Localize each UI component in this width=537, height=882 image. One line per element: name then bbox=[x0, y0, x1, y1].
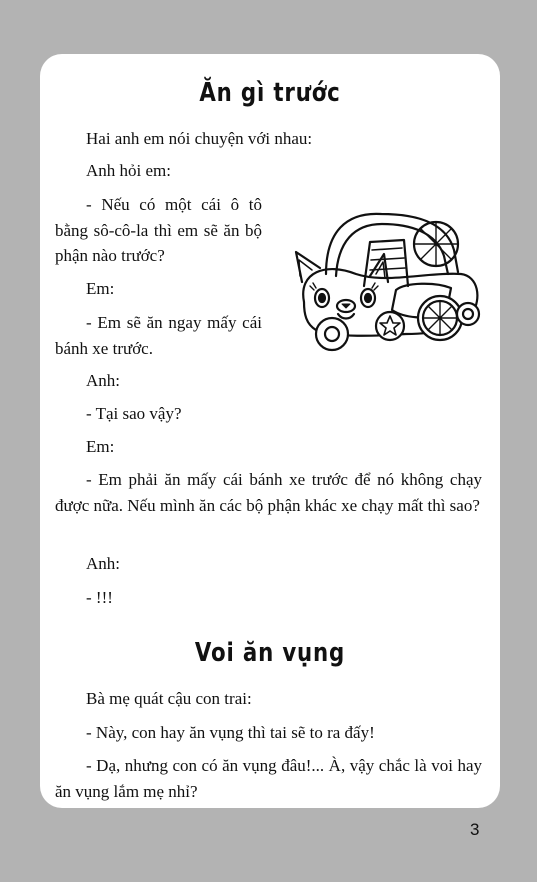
story1-line-7: - Tại sao vậy? bbox=[86, 404, 182, 423]
story2-line-3: - Dạ, nhưng con có ăn vụng đâu!... À, vậy chắc là voi hay ăn vụng lắm mẹ nhỉ? bbox=[55, 756, 482, 801]
story-title-an-gi-truoc: Ăn gì trước bbox=[199, 78, 341, 108]
story2-line-1: Bà mẹ quát cậu con trai: bbox=[86, 689, 252, 708]
story1-line-1: Hai anh em nói chuyện với nhau: bbox=[86, 129, 313, 148]
story1-line-5: - Em sẽ ăn ngay mấy cái bánh xe trước. bbox=[55, 313, 262, 358]
cartoon-cat-car-icon bbox=[286, 202, 482, 360]
story1-line-4: Em: bbox=[86, 279, 115, 298]
story1-line-6: Anh: bbox=[86, 371, 120, 390]
story1-line-3: - Nếu có một cái ô tô bằng sô-cô-la thì em sẽ ăn bộ phận nào trước? bbox=[55, 195, 262, 265]
story1-line-2: Anh hỏi em: bbox=[86, 161, 171, 180]
story1-line-9: - Em phải ăn mấy cái bánh xe trước để nó không chạy được nữa. Nếu mình ăn các bộ phận khác xe chạy mất thì sao? bbox=[55, 470, 482, 515]
story1-line-8: Em: bbox=[86, 437, 115, 456]
story-title-voi-an-vung: Voi ăn vụng bbox=[194, 638, 346, 668]
story1-line-11: - !!! bbox=[86, 588, 113, 607]
page-card bbox=[40, 54, 500, 808]
page-number: 3 bbox=[470, 820, 480, 839]
story2-line-2: - Này, con hay ăn vụng thì tai sẽ to ra đấy! bbox=[86, 723, 375, 742]
story1-line-10: Anh: bbox=[86, 554, 120, 573]
